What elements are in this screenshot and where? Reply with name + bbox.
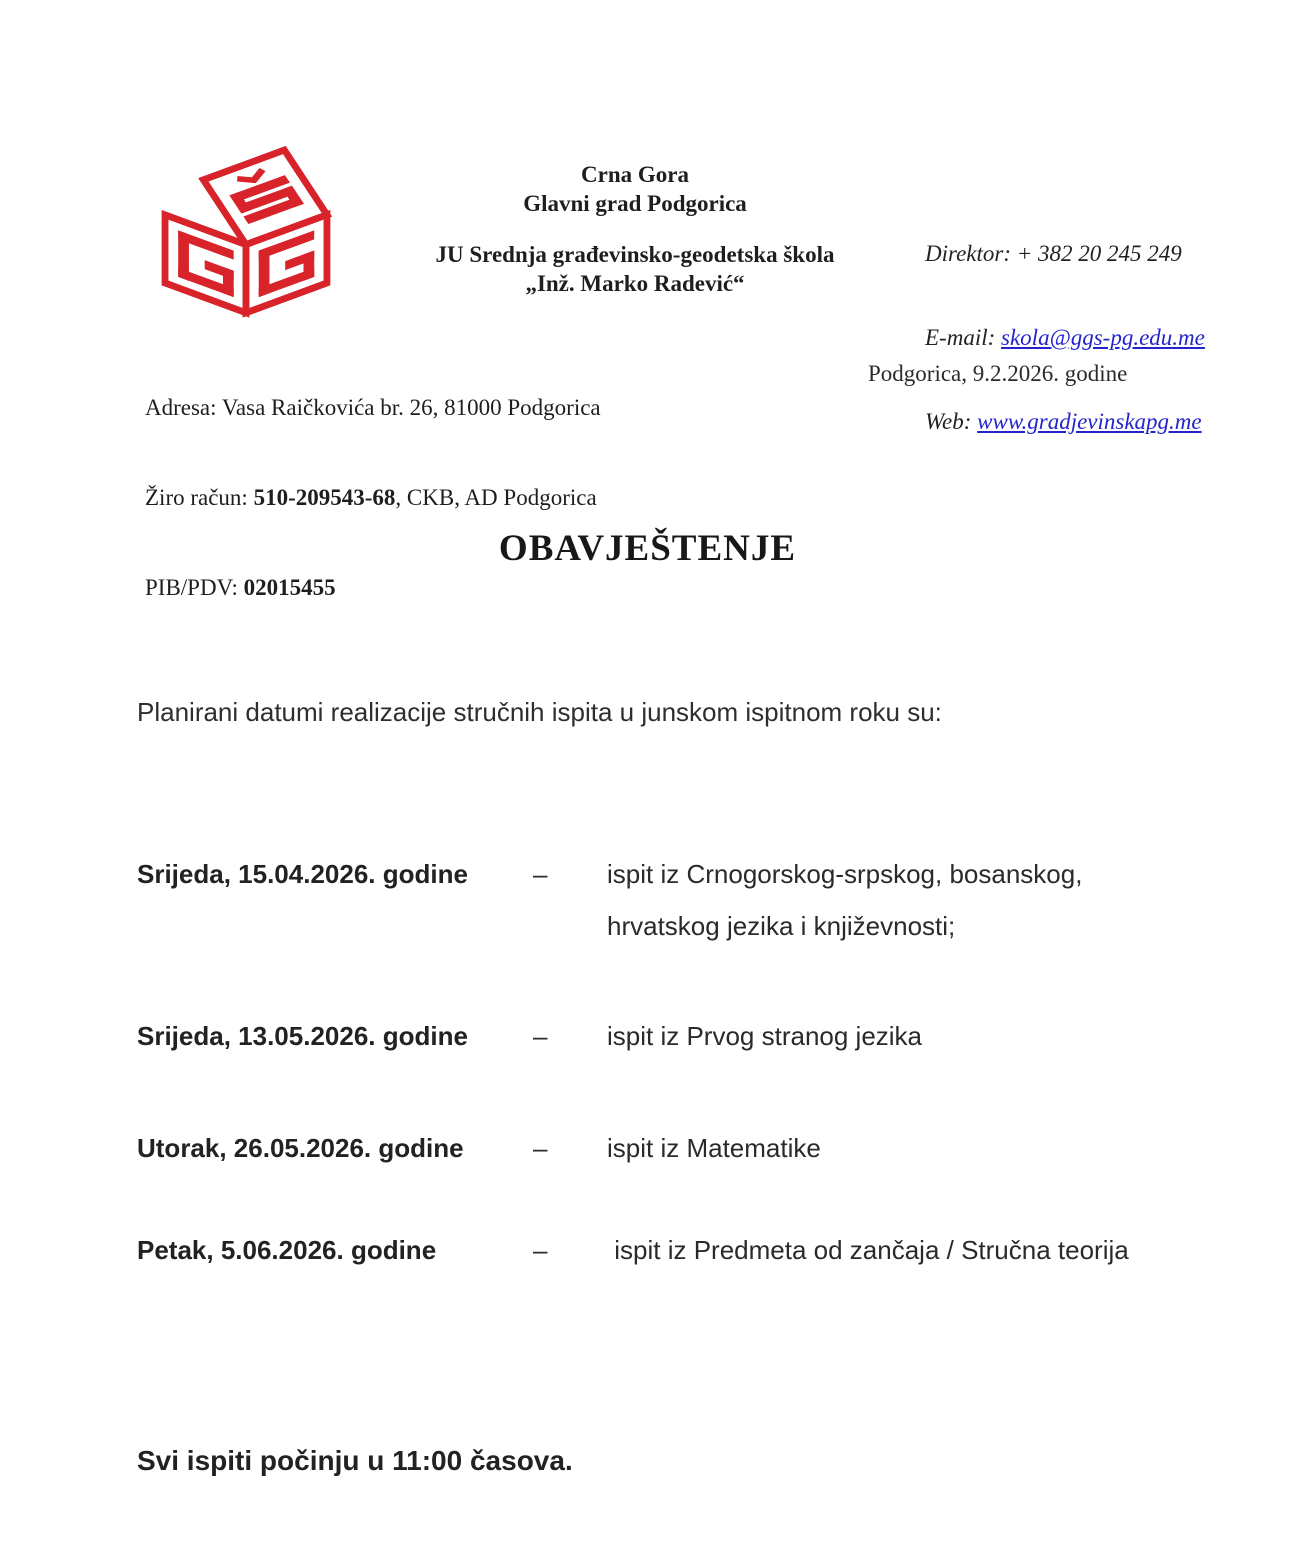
account-line [145,483,705,513]
page-title: OBAVJEŠTENJE [498,528,797,569]
exam-date: Srijeda, 15.04.2026. godine [137,859,468,889]
intro-paragraph: Planirani datumi realizacije stručnih ispita u junskom ispitnom roku su: [137,697,942,727]
web-link[interactable]: www.gradjevinskapg.me [977,409,1202,434]
footer-note: Svi ispiti počinju u 11:00 časova. [137,1445,573,1476]
letterhead-address [145,333,705,663]
schedule-row [137,1010,1187,1062]
director-label: Direktor: [925,241,1017,266]
schedule-row [137,1224,1187,1276]
account-suffix: , CKB, AD Podgorica [395,485,597,510]
school-logo [148,136,344,320]
pib-line [145,573,705,603]
letterhead-school: JU Srednja građevinsko-geodetska škola [435,242,835,267]
contact-director-line [925,240,1235,268]
address-line: Adresa: Vasa Raičkovića br. 26, 81000 Podgorica [145,395,601,420]
exam-date: Srijeda, 13.05.2026. godine [137,1021,468,1051]
dash-separator: – [533,1021,548,1051]
web-label: Web: [925,409,978,434]
date-line: Podgorica, 9.2.2026. godine [868,361,1128,386]
letterhead-school-name: „Inž. Marko Radević“ [525,271,745,296]
pib-label: PIB/PDV: [145,575,244,600]
schedule-row [137,848,1187,952]
dash-separator: – [533,1133,548,1163]
exam-date: Utorak, 26.05.2026. godine [137,1133,464,1163]
exam-date: Petak, 5.06.2026. godine [137,1235,437,1265]
director-phone: + 382 20 245 249 [1016,241,1182,266]
letterhead-center [400,160,870,298]
account-number: 510-209543-68 [253,485,396,510]
dash-separator: – [533,1235,548,1265]
letterhead-contact [925,184,1235,492]
account-label: Žiro račun: [145,485,254,510]
exam-subject: ispit iz Prvog stranog jezika [607,1021,923,1051]
email-link[interactable]: skola@ggs-pg.edu.me [1001,325,1205,350]
exam-subject: ispit iz Matematike [607,1133,821,1163]
exam-subject: ispit iz Crnogorskog-srpskog, bosanskog, hrvatskog jezika i književnosti; [607,859,1090,941]
exam-subject: ispit iz Predmeta od zančaja / Stručna teorija [607,1235,1129,1265]
pib-number: 02015455 [243,575,336,600]
letterhead-city: Glavni grad Podgorica [523,191,747,216]
dash-separator: – [533,859,548,889]
contact-web-line [925,408,1235,436]
schedule-row [137,1122,1187,1174]
email-label: E-mail: [925,325,1002,350]
contact-email-line [925,324,1235,352]
ggs-cube-logo-icon [148,136,344,320]
letterhead-country: Crna Gora [581,162,689,187]
letterhead-spacer [400,218,870,240]
